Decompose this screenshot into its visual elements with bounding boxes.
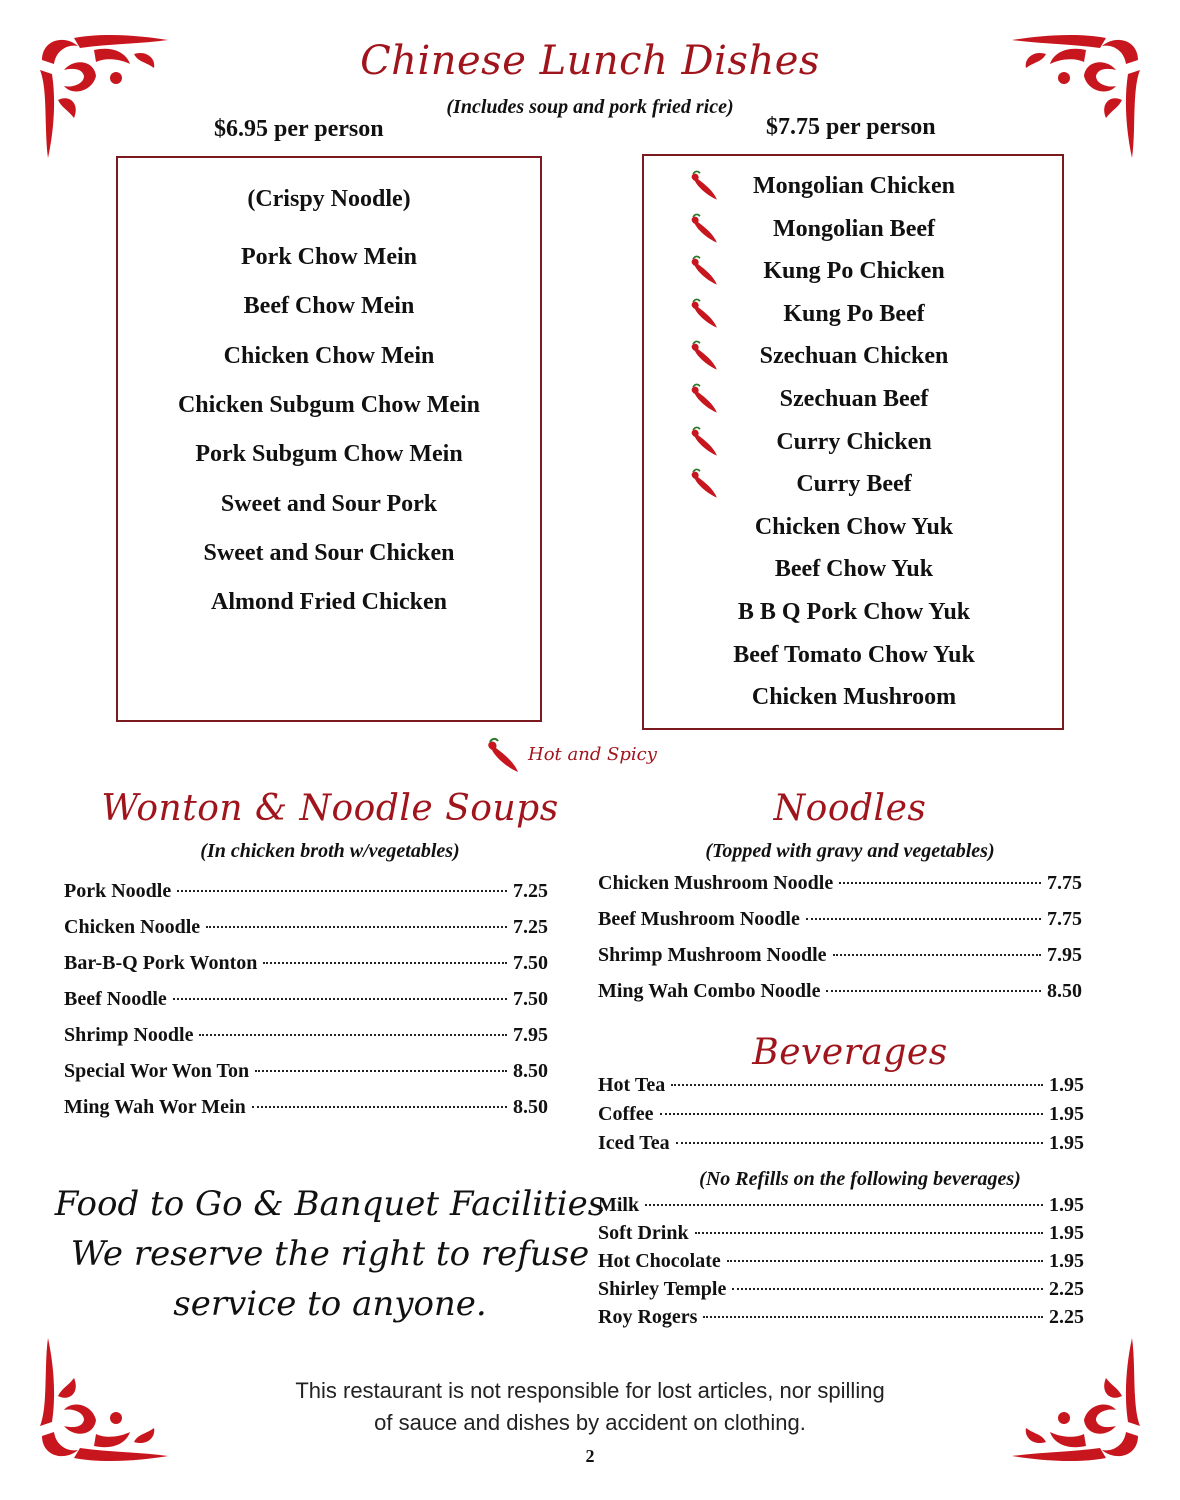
- lunch-item: Chicken Chow Yuk: [754, 513, 954, 540]
- dot-leader: [727, 1260, 1043, 1262]
- item-name: Beef Noodle: [64, 988, 167, 1010]
- item-name: Chicken Noodle: [64, 916, 201, 938]
- dot-leader: [839, 882, 1041, 884]
- menu-row: [598, 1132, 1084, 1155]
- dot-leader: [252, 1106, 507, 1108]
- floral-ornament-icon: [34, 1336, 174, 1466]
- item-name: Ming Wah Combo Noodle: [598, 980, 821, 1002]
- menu-row: [598, 872, 1082, 895]
- item-name: Iced Tea: [598, 1132, 670, 1154]
- soups-subtitle: (In chicken broth w/vegetables): [200, 840, 460, 862]
- menu-row: [598, 1306, 1084, 1329]
- crispy-noodle-heading: (Crispy Noodle): [247, 186, 411, 212]
- lunch-item: Pork Chow Mein: [241, 244, 417, 270]
- item-name: Ming Wah Wor Mein: [64, 1096, 246, 1118]
- item-price: 8.50: [513, 1096, 548, 1118]
- page-subtitle: (Includes soup and pork fried rice): [446, 96, 734, 118]
- lunch-item: Beef Tomato Chow Yuk: [733, 641, 975, 668]
- item-price: 2.25: [1049, 1306, 1084, 1328]
- lunch-item: Mongolian Chicken: [752, 173, 956, 199]
- item-price: 1.95: [1049, 1074, 1084, 1096]
- lunch-item: Kung Po Chicken: [763, 258, 945, 285]
- dot-leader: [660, 1113, 1043, 1115]
- right-price-heading: $7.75 per person: [766, 114, 936, 140]
- dot-leader: [645, 1204, 1043, 1206]
- menu-row: [64, 880, 548, 903]
- lunch-item: Curry Beef: [796, 471, 912, 498]
- menu-row: [598, 1074, 1084, 1097]
- item-name: Special Wor Won Ton: [64, 1060, 250, 1082]
- item-name: Hot Tea: [598, 1074, 666, 1096]
- lunch-item: Chicken Chow Mein: [223, 342, 435, 369]
- dot-leader: [177, 890, 507, 892]
- item-price: 7.95: [513, 1024, 548, 1046]
- item-name: Chicken Mushroom Noodle: [598, 872, 834, 894]
- item-name: Shrimp Mushroom Noodle: [598, 944, 827, 966]
- lunch-item: B B Q Pork Chow Yuk: [737, 599, 971, 625]
- lunch-item: Curry Chicken: [776, 428, 932, 455]
- notice-line-1: Food to Go & Banquet Facilities: [54, 1184, 606, 1224]
- lunch-item: Szechuan Beef: [779, 386, 929, 412]
- footer-line-2: of sauce and dishes by accident on clothing.: [374, 1410, 806, 1435]
- lunch-item: Pork Subgum Chow Mein: [195, 441, 463, 468]
- lunch-item: Szechuan Chicken: [759, 343, 949, 370]
- hot-spicy-legend: Hot and Spicy: [528, 744, 657, 765]
- page-title: Chinese Lunch Dishes: [360, 38, 820, 84]
- menu-row: [64, 1096, 548, 1119]
- item-name: Beef Mushroom Noodle: [598, 908, 800, 930]
- lunch-item: Mongolian Beef: [773, 215, 935, 242]
- menu-row: [598, 1250, 1084, 1273]
- dot-leader: [263, 962, 507, 964]
- lunch-item: Kung Po Beef: [783, 300, 925, 327]
- menu-row: [64, 952, 548, 975]
- item-name: Bar-B-Q Pork Wonton: [64, 952, 258, 974]
- noodles-subtitle: (Topped with gravy and vegetables): [705, 840, 995, 862]
- dot-leader: [826, 990, 1041, 992]
- lunch-item: Sweet and Sour Pork: [220, 490, 438, 517]
- dot-leader: [671, 1084, 1043, 1086]
- lunch-item: Chicken Subgum Chow Mein: [177, 391, 481, 418]
- menu-row: [64, 988, 548, 1011]
- dot-leader: [732, 1288, 1043, 1290]
- item-name: Coffee: [598, 1103, 654, 1125]
- menu-row: [64, 1060, 548, 1083]
- item-price: 7.95: [1047, 944, 1082, 966]
- menu-row: [598, 1194, 1084, 1217]
- dot-leader: [806, 918, 1041, 920]
- beverages-title: Beverages: [752, 1032, 948, 1073]
- lunch-item: Beef Chow Yuk: [774, 556, 934, 583]
- lunch-right-box: [642, 154, 1064, 730]
- item-price: 1.95: [1049, 1222, 1084, 1244]
- item-price: 7.25: [513, 880, 548, 902]
- dot-leader: [695, 1232, 1043, 1234]
- item-price: 8.50: [513, 1060, 548, 1082]
- menu-row: [598, 908, 1082, 931]
- dot-leader: [173, 998, 507, 1000]
- dot-leader: [199, 1034, 507, 1036]
- item-price: 7.50: [513, 952, 548, 974]
- dot-leader: [206, 926, 507, 928]
- noodles-title: Noodles: [773, 788, 927, 829]
- notice-line-3: service to anyone.: [173, 1284, 487, 1324]
- item-price: 1.95: [1049, 1103, 1084, 1125]
- dot-leader: [676, 1142, 1043, 1144]
- item-price: 8.50: [1047, 980, 1082, 1002]
- chili-pepper-icon: [484, 736, 524, 776]
- item-price: 1.95: [1049, 1132, 1084, 1154]
- page-number: 2: [585, 1446, 595, 1466]
- item-name: Hot Chocolate: [598, 1250, 721, 1272]
- item-price: 1.95: [1049, 1250, 1084, 1272]
- item-price: 7.75: [1047, 872, 1082, 894]
- notice-line-2: We reserve the right to refuse: [70, 1234, 590, 1274]
- item-name: Shrimp Noodle: [64, 1024, 194, 1046]
- item-price: 1.95: [1049, 1194, 1084, 1216]
- dot-leader: [703, 1316, 1043, 1318]
- item-name: Roy Rogers: [598, 1306, 698, 1328]
- item-name: Soft Drink: [598, 1222, 689, 1244]
- no-refill-note: (No Refills on the following beverages): [699, 1168, 1021, 1190]
- item-name: Pork Noodle: [64, 880, 172, 902]
- dot-leader: [833, 954, 1041, 956]
- lunch-item: Chicken Mushroom: [751, 684, 957, 711]
- dot-leader: [255, 1070, 507, 1072]
- soups-title: Wonton & Noodle Soups: [101, 788, 559, 829]
- lunch-left-box: [116, 156, 542, 722]
- item-price: 7.50: [513, 988, 548, 1010]
- item-price: 7.25: [513, 916, 548, 938]
- lunch-item: Almond Fried Chicken: [210, 589, 447, 616]
- item-price: 7.75: [1047, 908, 1082, 930]
- menu-row: [64, 1024, 548, 1047]
- menu-row: [64, 916, 548, 939]
- menu-row: [598, 1103, 1084, 1126]
- item-price: 2.25: [1049, 1278, 1084, 1300]
- floral-ornament-icon: [1006, 1336, 1146, 1466]
- menu-row: [598, 944, 1082, 967]
- footer-line-1: This restaurant is not responsible for lost articles, nor spilling: [295, 1378, 885, 1403]
- menu-row: [598, 1222, 1084, 1245]
- lunch-item: Sweet and Sour Chicken: [203, 539, 455, 566]
- lunch-item: Beef Chow Mein: [243, 293, 415, 320]
- floral-ornament-icon: [1006, 30, 1146, 160]
- left-price-heading: $6.95 per person: [214, 116, 384, 142]
- menu-row: [598, 1278, 1084, 1301]
- floral-ornament-icon: [34, 30, 174, 160]
- item-name: Shirley Temple: [598, 1278, 727, 1300]
- menu-row: [598, 980, 1082, 1003]
- item-name: Milk: [598, 1194, 640, 1216]
